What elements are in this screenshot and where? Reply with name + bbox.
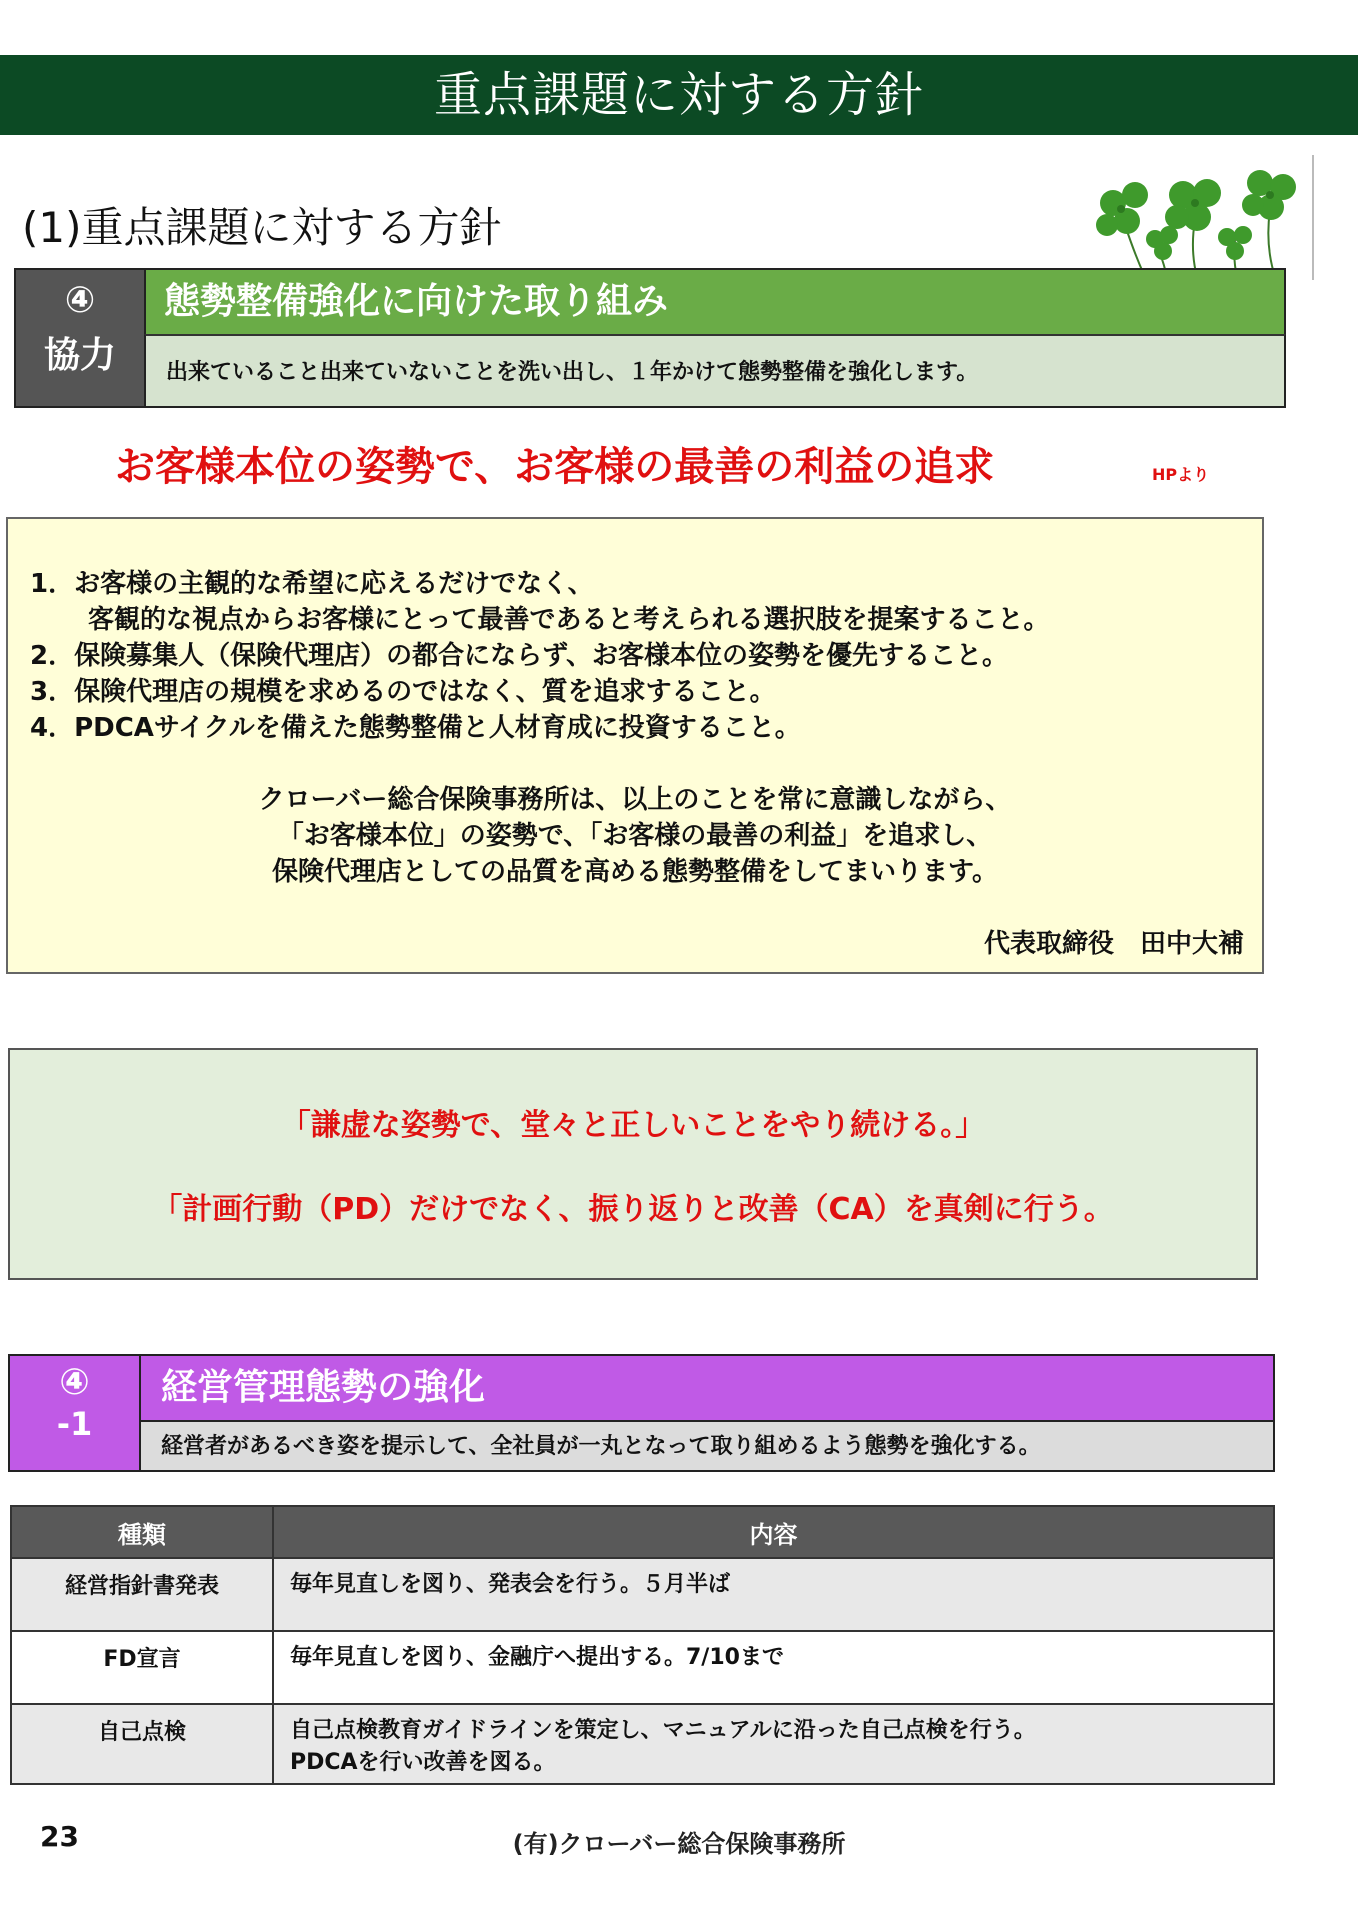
block2-label bbox=[8, 1354, 139, 1472]
block1-category: 協力 bbox=[43, 335, 116, 376]
company-name: (有)クローバー総合保険事務所 bbox=[512, 1830, 846, 1858]
row-content-text: 毎年見直しを図り、発表会を行う。５月半ば bbox=[290, 1572, 731, 1597]
page-title: 重点課題に対する方針 bbox=[433, 67, 924, 123]
block1-title: 態勢整備強化に向けた取り組み bbox=[144, 268, 1286, 334]
row-content-text: 毎年見直しを図り、金融庁へ提出する。7/10まで bbox=[290, 1645, 784, 1670]
motto: 「謙虚な姿勢で、堂々と正しいことをやり続ける。」 bbox=[280, 1108, 986, 1143]
motto-box bbox=[8, 1048, 1258, 1280]
table-row bbox=[11, 1558, 1274, 1631]
policy-box bbox=[6, 517, 1264, 974]
row-content-text: 自己点検教育ガイドラインを策定し、マニュアルに沿った自己点検を行う。 bbox=[290, 1718, 1036, 1743]
block2-title: 経営管理態勢の強化 bbox=[139, 1354, 1275, 1420]
policy-item: 4．PDCAサイクルを備えた態勢整備と人材育成に投資すること。 bbox=[30, 713, 801, 743]
block1-description: 出来ていること出来ていないことを洗い出し、１年かけて態勢整備を強化します。 bbox=[144, 334, 1286, 408]
row-type: FD宣言 bbox=[11, 1631, 273, 1704]
row-content bbox=[273, 1631, 1274, 1704]
block1-label bbox=[14, 268, 144, 408]
motto: 「計画行動（PD）だけでなく、振り返りと改善（CA）を真剣に行う。 bbox=[152, 1192, 1114, 1227]
row-content bbox=[273, 1704, 1274, 1784]
column-header-content: 内容 bbox=[273, 1506, 1274, 1558]
policy-item: 1．お客様の主観的な希望に応えるだけでなく、 bbox=[30, 569, 594, 599]
block1-number: ④ bbox=[64, 280, 96, 321]
policy-item: 客観的な視点からお客様にとって最善であると考えられる選択肢を提案すること。 bbox=[88, 605, 1050, 635]
slogan: お客様本位の姿勢で、お客様の最善の利益の追求 bbox=[115, 444, 995, 490]
clover-leaves-icon bbox=[1085, 165, 1315, 280]
policy-item: 2．保険募集人（保険代理店）の都合にならず、お客様本位の姿勢を優先すること。 bbox=[30, 641, 1009, 671]
row-type: 自己点検 bbox=[11, 1704, 273, 1784]
column-header-type: 種類 bbox=[11, 1506, 273, 1558]
divider bbox=[1312, 155, 1314, 280]
section-heading: (1)重点課題に対する方針 bbox=[22, 203, 502, 252]
policy-statement: 保険代理店としての品質を高める態勢整備をしてまいります。 bbox=[272, 857, 998, 887]
policy-statement: 「お客様本位」の姿勢で、「お客様の最善の利益」を追求し、 bbox=[277, 821, 993, 851]
block2-description: 経営者があるべき姿を提示して、全社員が一丸となって取り組めるよう態勢を強化する。 bbox=[139, 1420, 1275, 1472]
block2-number: ④ bbox=[59, 1362, 90, 1403]
hp-source-note: HPより bbox=[1152, 465, 1210, 484]
table-row bbox=[11, 1631, 1274, 1704]
measures-table bbox=[10, 1505, 1275, 1785]
page-number: 23 bbox=[40, 1820, 79, 1853]
table-row bbox=[11, 1704, 1274, 1784]
block2-category: -1 bbox=[56, 1405, 93, 1443]
row-type: 経営指針書発表 bbox=[11, 1558, 273, 1631]
row-content-text: PDCAを行い改善を図る。 bbox=[290, 1750, 556, 1775]
row-content bbox=[273, 1558, 1274, 1631]
policy-item: 3．保険代理店の規模を求めるのではなく、質を追求すること。 bbox=[30, 677, 776, 707]
signature: 代表取締役 田中大補 bbox=[983, 929, 1244, 959]
table-header-row bbox=[11, 1506, 1274, 1558]
policy-statement: クローバー総合保険事務所は、以上のことを常に意識しながら、 bbox=[258, 785, 1012, 815]
